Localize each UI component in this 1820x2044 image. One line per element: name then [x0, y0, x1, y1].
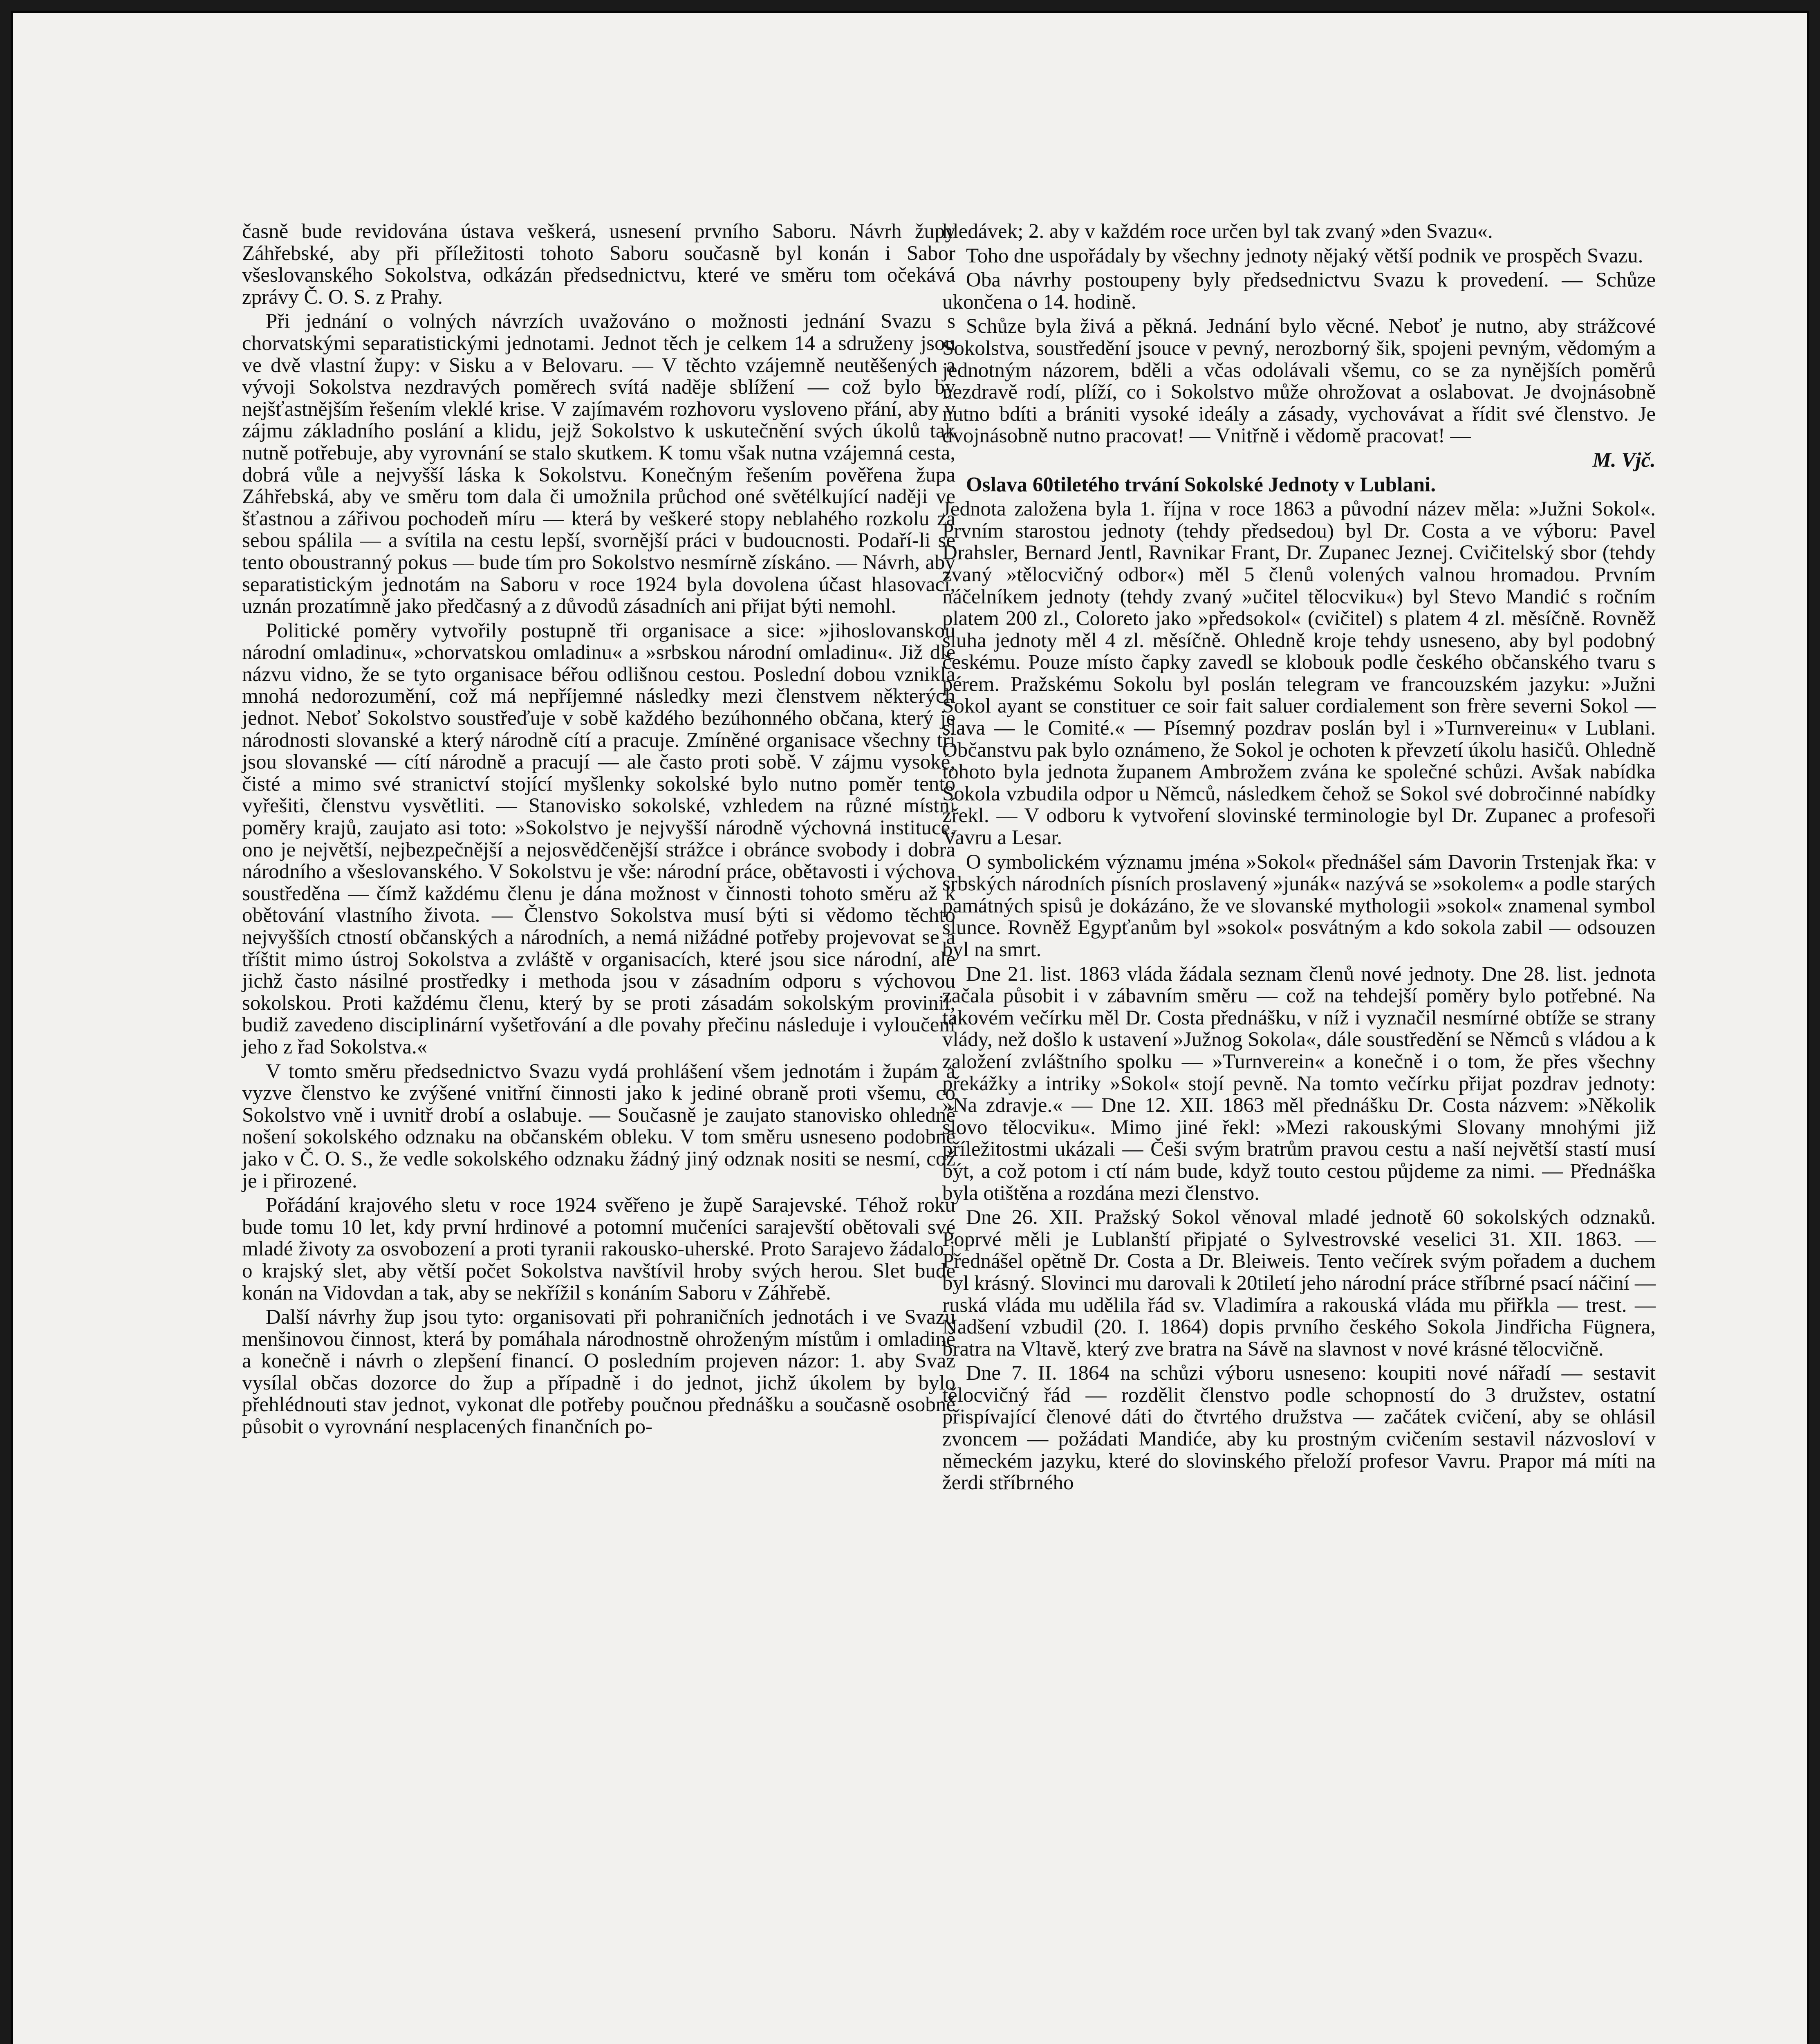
paragraph: časně bude revidována ústava veškerá, usnesení prvního Saboru. Návrh župy Záhřebské, aby při příležitosti tohoto Saboru současně byl konán i Sabor všeslovanského Sokolstva, odkázán předsednictvu, které ve směru tom očekává zprávy Č. O. S. z Prahy. — [242, 220, 955, 309]
paragraph: O symbolickém významu jména »Sokol« přednášel sám Davorin Trstenjak řka: v srbských národních písních proslavený »junák« nazývá se »sokolem« a podle starých památných spisů je dokázáno, že ve slovanské mythologii »sokol« znamenal symbol slunce. Rovněž Egypťanům byl »sokol« posvátným a kdo sokola zabil — odsouzen byl na smrt. — [942, 850, 1656, 961]
paragraph: Jednota založena byla 1. října v roce 1863 a původní název měla: »Južni Sokol«. Prvním starostou jednoty (tehdy předsedou) byl Dr. Costa a ve výboru: Pavel Drahsler, Bernard Jentl, Ravnikar Frant, Dr. Zupanec Jeznej. Cvičitelský sbor (tehdy zvaný »tělocvičný odbor«) měl 5 členů volených valnou hromadou. Prvním náčelníkem jednoty (tehdy zvaný »učitel tělocviku«) byl Stevo Mandić s ročním platem 200 zl., Coloreto jako »předsokol« (cvičitel) s platem 4 zl. měsíčně. Rovněž sluha jednoty měl 4 zl. měsíčně. Ohledně kroje tehdy usneseno, aby byl podobný českému. Pouze místo čapky zavedl se klobouk podle českého občanského tvaru s pérem. Pražskému Sokolu byl poslán telegram ve francouzském jazyku: »Južni Sokol ayant se constituer ce soir fait saluer cordialement son frère severni Sokol — slava — le Comité.« — Písemný pozdrav poslán byl i »Turnvereinu« v Lublani. Občanstvu pak bylo oznámeno, že Sokol je ochoten k převzetí úkolu hasičů. Ohledně tohoto byla jednota županem Ambrožem zvána ke společné schůzi. Avšak nabídka Sokola vzbudila odpor u Němců, následkem čehož se Sokol své dobročinné nabídky zřekl. — V odboru k vytvoření slovinské terminologie byl Dr. Zupanec a profesoři Vavru a Lesar. — [942, 498, 1656, 849]
paragraph: V tomto směru předsednictvo Svazu vydá prohlášení všem jednotám i župám a vyzve členstvo ke zvýšené vnitřní činnosti jako k jediné obraně proti všemu, co Sokolstvo vně i uvnitř drobí a oslabuje. — Současně je zaujato stanovisko ohledně nošení sokolského odznaku na občanském obleku. V tom směru usneseno podobně jako v Č. O. S., že vedle sokolského odznaku žádný jiný odznak nositi se nesmí, což je i přirozené. — [242, 1060, 955, 1192]
right-column — [942, 221, 1656, 1497]
paragraph: Toho dne uspořádaly by všechny jednoty nějaký větší podnik ve prospěch Svazu. — [966, 244, 1643, 267]
paragraph: Další návrhy žup jsou tyto: organisovati při pohraničních jednotách i ve Svazu menšinovou činnost, která by pomáhala národnostně ohroženým místům i omladině a konečně i návrh o zlepšení financí. O posledním projeven názor: 1. aby Svaz vysílal občas dozorce do žup a případně i do jednot, jichž úkolem by bylo přehlédnouti stav jednot, vykonat dle potřeby poučnou přednášku a současně osobně působit o vyrovnání nesplacených finančních po- — [242, 1306, 955, 1439]
paragraph: Dne 7. II. 1864 na schůzi výboru usneseno: koupiti nové nářadí — sestavit tělocvičný řád — rozdělit členstvo podle schopností do 3 družstev, ostatní přispívající členové dáti do čtvrtého družstva — začátek cvičení, aby se ohlásil zvoncem — požádati Mandiće, aby ku prostným cvičením sestavil názvosloví v německém jazyku, které do slovinského přeloží profesor Vavru. Prapor má míti na žerdi stříbrného — [942, 1362, 1656, 1495]
paragraph: Schůze byla živá a pěkná. Jednání bylo věcné. Neboť je nutno, aby strážcové Sokolstva, soustředění jsouce v pevný, nerozborný šik, spojeni pevným, vědomým a jednotným názorem, bděli a včas odolávali všemu, co se za nynějších poměrů nezdravě rodí, plíží, co i Sokolstvo může ohrožovat a oslabovat. Je dvojnásobně nutno bdíti a brániti vysoké ideály a zásady, vychovávat a řídit své členstvo. Je dvojnásobně nutno pracovat! — Vnitřně i vědomě pracovat! — — [942, 315, 1656, 448]
author-signature: M. Vjč. — [1592, 448, 1656, 472]
paragraph: Pořádání krajového sletu v roce 1924 svěřeno je župě Sarajevské. Téhož roku bude tomu 10 let, kdy první hrdinové a potomní mučeníci sarajevští obětovali své mladé životy za osvobození a proti tyranii rakousko-uherské. Proto Sarajevo žádalo i o krajský slet, aby větší počet Sokolstva navštívil hroby svých herou. Slet bude konán na Vidovdan a tak, aby se nekřížil s konáním Saboru v Záhřebě. — [242, 1194, 955, 1304]
paragraph: Politické poměry vytvořily postupně tři organisace a sice: »jihoslovanskou národní omladinu«, »chorvatskou omladinu« a »srbskou národní omladinu«. Již dle názvu vidno, že se tyto organisace béřou odlišnou cestou. Poslední dobou vznikla mnohá nedorozumění, což má nepříjemné následky mezi členstvem některých jednot. Neboť Sokolstvo soustřeďuje v sobě každého bezúhonného občana, který je národnosti slovanské a který národně cítí a pracuje. Zmíněné organisace všechny tři jsou slovanské — cítí národně a pracují — ale často proti sobě. V zájmu vysoké, čisté a mimo své stranictví stojící myšlenky sokolské bylo nutno poměr tento vyřešiti, členstvu vysvětliti. — Stanovisko sokolské, vzhledem na různé místní poměry krajů, zaujato asi toto: »Sokolstvo je nejvyšší národně výchovná instituce, ono je největší, nejbezpečnější a nejosvědčenější strážce i obránce svobody i dobra národního a všeslovanského. V Sokolstvu je vše: národní práce, obětavosti i výchova soustředěna — čímž každému členu je dána možnost v činnosti tohoto směru až k obětování vlastního života. — Členstvo Sokolstva musí býti si vědomo těchto nejvyšších ctností občanských a národních, a nemá nižádné potřeby projevovat se a tříštit mimo ústroj Sokolstva a zvláště v organisacích, které jsou sice národní, ale jichž často násilné prostředky i methoda jsou v zásadním odporu s výchovou sokolskou. Proti každému členu, který by se proti zásadám sokolským provinil, budiž zavedeno disciplinární vyšetřování a dle povahy přečinu následuje i vyloučení jeho z řad Sokolstva.« — [242, 619, 955, 1058]
paragraph: Při jednání o volných návrzích uvažováno o možnosti jednání Svazu s chorvatskými separatistickými jednotami. Jednot těch je celkem 14 a sdruženy jsou ve dvě vlastní župy: v Sisku a v Belovaru. — V těchto vzájemně neutěšených a vývoji Sokolstva nezdravých poměrech svítá naděje sblížení — což bylo by nejšťastnějším řešením vleklé krise. V zajímavém rozhovoru vysloveno přání, aby v zájmu základního poslání a klidu, jejž Sokolstvo k uskutečnění svých úkolů tak nutně potřebuje, aby vyrovnání se stalo skutkem. K tomu však nutna vzájemná cesta, dobrá vůle a nejvyšší láska k Sokolstvu. Konečným řešením pověřena župa Záhřebská, aby ve směru tom dala či umožnila průchod oné světélkující naději ve šťastnou a zářivou pochodeň míru — která by veškeré stopy neblahého rozkolu za sebou spálila — a svítila na cestu lepší, svornější práci v budoucnosti. Podaří-li se tento oboustranný pokus — bude tím pro Sokolstvo nesmírně získáno. — Návrh, aby separatistickým jednotám na Saboru v roce 1924 byla dovolena účast hlasovací, uznán prozatímně jako předčasný a z důvodů zásadních ani přijat býti nemohl. — [242, 310, 955, 618]
paragraph: hledávek; 2. aby v každém roce určen byl tak zvaný »den Svazu«. — [942, 220, 1493, 243]
section-heading: Oslava 60tiletého trvání Sokolské Jednoty v Lublani. — [966, 473, 1436, 496]
paragraph: Dne 26. XII. Pražský Sokol věnoval mladé jednotě 60 sokolských odznaků. Poprvé měli je Lublanští připjaté o Sylvestrovské veselici 31. XII. 1863. — Přednášel opětně Dr. Costa a Dr. Bleiweis. Tento večírek svým pořadem a duchem byl krásný. Slovinci mu darovali k 20tiletí jeho národní práce stříbrné psací náčiní — ruská vláda mu udělila řád sv. Vladimíra a rakouská vláda mu přiřkla — trest. — Nadšení vzbudil (20. I. 1864) dopis prvního českého Sokola Jindřicha Fügnera, bratra na Vltavě, který zve bratra na Sávě na slavnost v nové krásné tělocvičně. — [942, 1206, 1656, 1360]
paragraph: Dne 21. list. 1863 vláda žádala seznam členů nové jednoty. Dne 28. list. jednota začala působit i v zábavním směru — což na tehdejší poměry bylo potřebné. Na takovém večírku měl Dr. Costa přednášku, v níž i vyznačil nesmírné obtíže se strany vlády, než došlo k ustavení »Južnog Sokola«, dále soustředění se Němců s vládou a k založení zvláštního spolku — »Turnverein« a konečně i o tom, že přes všechny překážky a intriky »Sokol« stojí pevně. Na tomto večírku přijat pozdrav jednoty: »Na zdravje.« — Dne 12. XII. 1863 měl přednášku Dr. Costa názvem: »Několik slovo tělocviku«. Mimo jiné řekl: »Mezi rakouskými Slovany mnohými již příležitostmi ukázali — Češi svým bratrům pravou cestu a naší největší stastí musí být, a což potom i ctí nám bude, když touto cestou půjdeme za nimi. — Přednáška byla otištěna a rozdána mezi členstvo. — [942, 962, 1656, 1205]
paragraph: Oba návrhy postoupeny byly předsednictvu Svazu k provedení. — Schůze ukončena o 14. hodině. — [942, 269, 1656, 314]
left-column — [242, 221, 955, 1441]
